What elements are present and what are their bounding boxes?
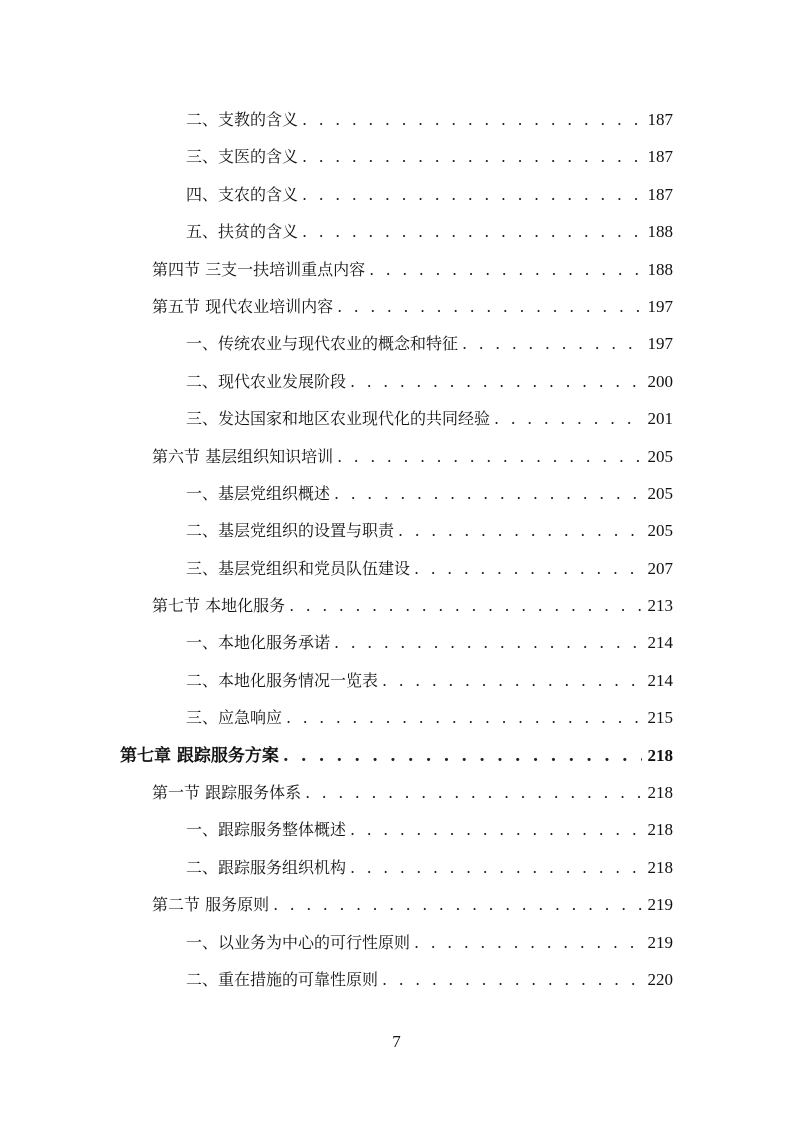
page-number: 7	[392, 1032, 401, 1051]
toc-entry-title: 四、支农的含义	[186, 184, 299, 204]
toc-entry-title: 二、重在措施的可靠性原则	[186, 969, 379, 989]
toc-entry-page: 218	[647, 745, 673, 765]
toc-dot-leader	[334, 624, 641, 661]
toc-subsection-entry[interactable]	[0, 662, 793, 699]
toc-dot-leader	[350, 363, 641, 400]
toc-entry-title: 二、基层党组织的设置与职责	[186, 521, 395, 541]
toc-dot-leader	[302, 213, 641, 250]
toc-entry-title: 一、基层党组织概述	[186, 483, 331, 503]
toc-section-entry[interactable]	[0, 438, 793, 475]
toc-dot-leader	[283, 738, 642, 775]
toc-entry-title: 一、跟踪服务整体概述	[186, 820, 347, 840]
toc-dot-leader	[337, 438, 641, 475]
toc-entry-page: 205	[647, 446, 673, 466]
toc-entry-page: 205	[647, 521, 673, 541]
toc-entry-title: 第五节 现代农业培训内容	[152, 296, 334, 316]
toc-entry-page: 218	[647, 820, 673, 840]
toc-dot-leader	[414, 924, 641, 961]
toc-entry-page: 218	[647, 857, 673, 877]
toc-dot-leader	[302, 176, 641, 213]
toc-entry-page: 188	[647, 222, 673, 242]
toc-entry-title: 三、发达国家和地区农业现代化的共同经验	[186, 409, 491, 429]
toc-subsection-entry[interactable]	[0, 512, 793, 549]
toc-entry-title: 三、支医的含义	[186, 147, 299, 167]
toc-subsection-entry[interactable]	[0, 176, 793, 213]
toc-section-entry[interactable]	[0, 251, 793, 288]
toc-dot-leader	[382, 961, 641, 998]
toc-entry-page: 219	[647, 932, 673, 952]
toc-dot-leader	[369, 251, 641, 288]
toc-entry-page: 214	[647, 670, 673, 690]
toc-dot-leader	[305, 774, 641, 811]
toc-entry-page: 188	[647, 259, 673, 279]
toc-entry-page: 214	[647, 633, 673, 653]
toc-section-entry[interactable]	[0, 288, 793, 325]
toc-dot-leader	[350, 811, 641, 848]
toc-entry-page: 213	[647, 596, 673, 616]
toc-entry-page: 218	[647, 783, 673, 803]
table-of-contents	[0, 101, 793, 998]
toc-subsection-entry[interactable]	[0, 849, 793, 886]
toc-dot-leader	[337, 288, 641, 325]
toc-subsection-entry[interactable]	[0, 811, 793, 848]
toc-subsection-entry[interactable]	[0, 475, 793, 512]
toc-subsection-entry[interactable]	[0, 961, 793, 998]
toc-subsection-entry[interactable]	[0, 325, 793, 362]
toc-subsection-entry[interactable]	[0, 624, 793, 661]
toc-entry-page: 197	[647, 334, 673, 354]
toc-entry-page: 187	[647, 110, 673, 129]
toc-dot-leader	[462, 325, 641, 362]
toc-dot-leader	[273, 886, 641, 923]
toc-dot-leader	[414, 550, 641, 587]
toc-entry-title: 二、跟踪服务组织机构	[186, 857, 347, 877]
toc-entry-title: 一、传统农业与现代农业的概念和特征	[186, 334, 459, 354]
toc-dot-leader	[334, 475, 641, 512]
toc-subsection-entry[interactable]	[0, 101, 793, 138]
toc-entry-page: 187	[647, 147, 673, 167]
toc-entry-page: 205	[647, 483, 673, 503]
toc-section-entry[interactable]	[0, 886, 793, 923]
toc-dot-leader	[494, 400, 641, 437]
toc-entry-title: 二、现代农业发展阶段	[186, 371, 347, 391]
toc-entry-page: 200	[647, 371, 673, 391]
toc-subsection-entry[interactable]	[0, 699, 793, 736]
toc-entry-page: 219	[647, 895, 673, 915]
toc-entry-title: 第一节 跟踪服务体系	[152, 783, 302, 803]
toc-entry-page: 197	[647, 296, 673, 316]
toc-subsection-entry[interactable]	[0, 363, 793, 400]
toc-entry-page: 215	[647, 708, 673, 728]
toc-dot-leader	[289, 587, 641, 624]
toc-entry-title: 三、应急响应	[186, 708, 283, 728]
toc-entry-page: 201	[647, 409, 673, 429]
toc-entry-title: 一、本地化服务承诺	[186, 633, 331, 653]
toc-subsection-entry[interactable]	[0, 924, 793, 961]
toc-entry-title: 第四节 三支一扶培训重点内容	[152, 259, 366, 279]
toc-dot-leader	[398, 512, 641, 549]
toc-entry-title: 五、扶贫的含义	[186, 222, 299, 242]
toc-entry-title: 一、以业务为中心的可行性原则	[186, 932, 411, 952]
toc-section-entry[interactable]	[0, 774, 793, 811]
toc-dot-leader	[382, 662, 641, 699]
toc-entry-page: 187	[647, 184, 673, 204]
toc-dot-leader	[350, 849, 641, 886]
toc-entry-title: 第二节 服务原则	[152, 895, 270, 915]
toc-subsection-entry[interactable]	[0, 550, 793, 587]
toc-entry-title: 第七章 跟踪服务方案	[120, 745, 279, 766]
toc-subsection-entry[interactable]	[0, 138, 793, 175]
toc-entry-page: 207	[647, 558, 673, 578]
toc-section-entry[interactable]	[0, 587, 793, 624]
toc-subsection-entry[interactable]	[0, 400, 793, 437]
toc-dot-leader	[302, 138, 641, 175]
toc-entry-page: 220	[647, 969, 673, 989]
toc-entry-title: 三、基层党组织和党员队伍建设	[186, 558, 411, 578]
toc-entry-title: 第七节 本地化服务	[152, 596, 286, 616]
toc-entry-title: 二、本地化服务情况一览表	[186, 670, 379, 690]
toc-entry-title: 二、支教的含义	[186, 110, 299, 129]
toc-chapter-entry[interactable]	[0, 737, 793, 774]
toc-entry-title: 第六节 基层组织知识培训	[152, 446, 334, 466]
toc-dot-leader	[302, 101, 641, 138]
toc-dot-leader	[286, 699, 641, 736]
toc-subsection-entry[interactable]	[0, 213, 793, 250]
